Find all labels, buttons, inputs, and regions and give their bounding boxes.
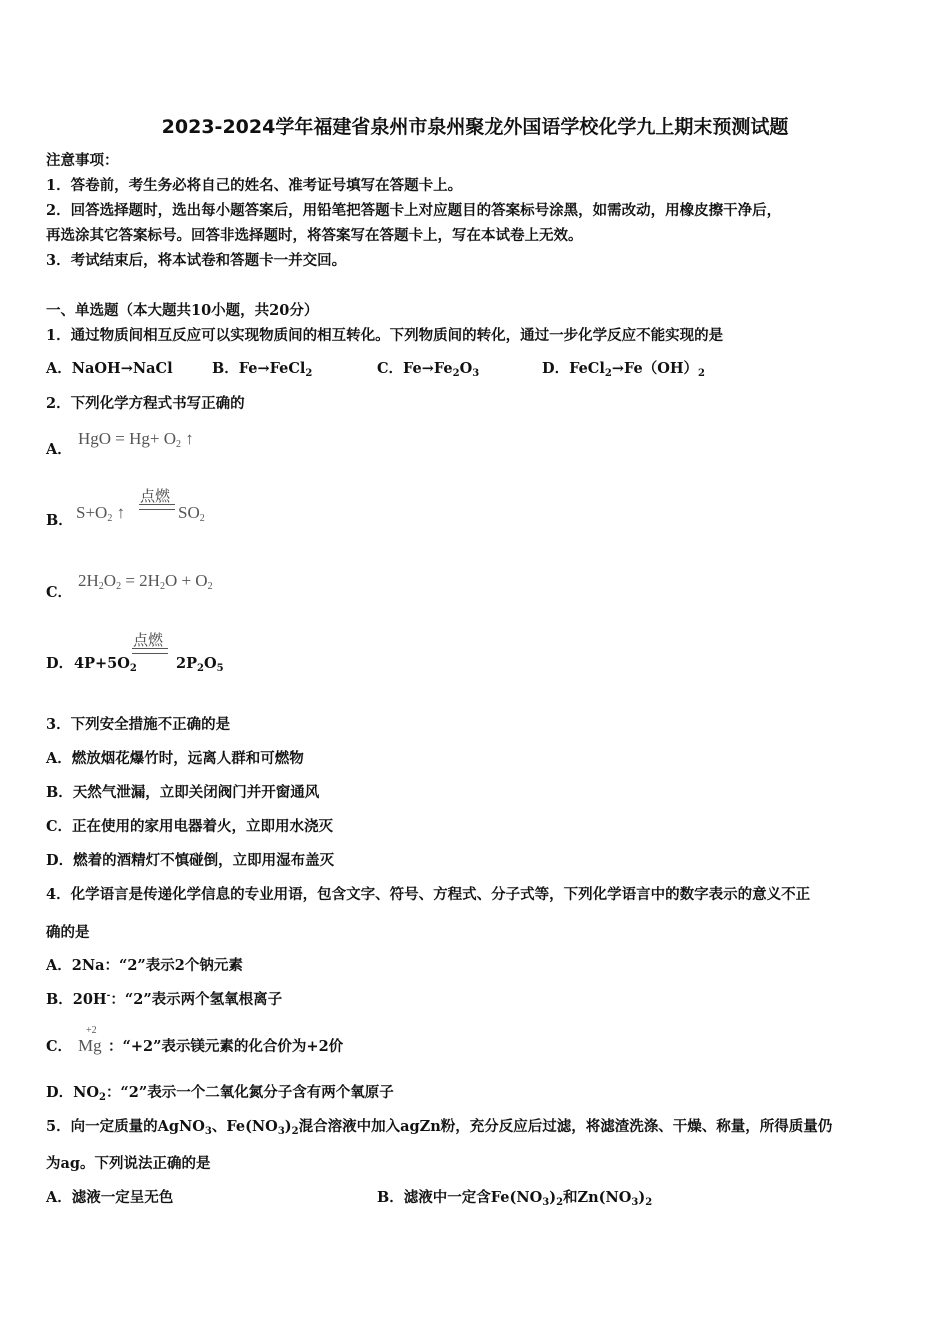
q2-option-c-label: C． bbox=[46, 584, 73, 601]
q3-option-d: D．燃着的酒精灯不慎碰倒，立即用湿布盖灭 bbox=[46, 852, 335, 869]
q4-option-c-text: ：“+2”表示镁元素的化合价为+2价 bbox=[108, 1038, 344, 1055]
q2-option-d-reactants: $4P+5O_2$ bbox=[74, 655, 137, 674]
notice-heading: 注意事项： bbox=[46, 152, 119, 169]
q4-option-b: B．20H-：“2”表示两个氢氧根离子 bbox=[46, 991, 283, 1008]
q3-option-a: A．燃放烟花爆竹时，远离人群和可燃物 bbox=[46, 750, 304, 767]
q4-stem-line2: 确的是 bbox=[46, 924, 90, 941]
q4-stem-line1: 4．化学语言是传递化学信息的专业用语，包含文字、符号、方程式、分子式等，下列化学语言中的数字表示的意义不正 bbox=[46, 886, 811, 903]
q3-option-c: C．正在使用的家用电器着火，立即用水浇灭 bbox=[46, 818, 334, 835]
notice-item-1: 1．答卷前，考生务必将自己的姓名、准考证号填写在答题卡上。 bbox=[46, 177, 463, 194]
q4-option-c-symbol: Mg bbox=[78, 1036, 102, 1055]
q1-option-a: A．NaOH→NaCl bbox=[46, 360, 173, 377]
q3-stem: 3．下列安全措施不正确的是 bbox=[46, 716, 231, 733]
q4-option-a: A．2Na：“2”表示2个钠元素 bbox=[46, 957, 243, 974]
q5-option-b: B．滤液中一定含$Fe(NO_3)_2$和$Zn(NO_3)_2$ bbox=[377, 1189, 653, 1208]
q4-option-d: D．$NO_2$：“2”表示一个二氧化氮分子含有两个氧原子 bbox=[46, 1084, 394, 1103]
q1-option-d: D．$FeCl_2\to Fe(OH)_2$ bbox=[542, 360, 706, 379]
notice-item-3: 3．考试结束后，将本试卷和答题卡一并交回。 bbox=[46, 252, 347, 269]
q1-option-c: C．$Fe\to Fe_2O_3$ bbox=[377, 360, 480, 379]
q5-option-a: A．滤液一定呈无色 bbox=[46, 1189, 174, 1206]
notice-item-2-cont: 再选涂其它答案标号。回答非选择题时，将答案写在答题卡上，写在本试卷上无效。 bbox=[46, 227, 583, 244]
q2-option-b-condition: 点燃 bbox=[140, 487, 171, 505]
q2-option-b-reactants: $S+O_2$ ↑ bbox=[76, 503, 126, 524]
q2-option-c-equation: $2H_2O_2 = 2H_2O + O_2$ bbox=[78, 571, 213, 592]
q4-option-c-label: C． bbox=[46, 1038, 73, 1055]
q2-option-b-equals bbox=[139, 504, 175, 510]
q3-option-b: B．天然气泄漏，立即关闭阀门并开窗通风 bbox=[46, 784, 320, 801]
page-title: 2023-2024学年福建省泉州市泉州聚龙外国语学校化学九上期末预测试题 bbox=[161, 116, 789, 138]
q2-option-b-product: $SO_2$ bbox=[178, 503, 205, 524]
q5-stem-line2: 为ag。下列说法正确的是 bbox=[46, 1155, 211, 1172]
q2-option-d-condition: 点燃 bbox=[133, 631, 164, 649]
q2-option-b-label: B． bbox=[46, 512, 73, 529]
q5-stem-line1: 5．向一定质量的AgNO$_3$、$Fe(NO_3)_2$混合溶液中加入agZn粉，充分反应后过滤，将滤渣洗涤、干燥、称量，所得质量仍 bbox=[46, 1118, 833, 1137]
q2-option-a-equation: HgO = $Hg+ O_2$ ↑ bbox=[78, 429, 194, 450]
q2-option-d-equals bbox=[132, 648, 168, 654]
q2-option-d-product: $2P_2O_5$ bbox=[176, 655, 224, 674]
section-heading: 一、单选题（本大题共10小题，共20分） bbox=[46, 302, 319, 319]
q4-option-c-valence: +2 bbox=[86, 1025, 97, 1036]
q2-stem: 2．下列化学方程式书写正确的 bbox=[46, 395, 245, 412]
q1-option-b: B．Fe→FeCl$_2$ bbox=[212, 360, 313, 379]
q1-stem: 1．通过物质间相互反应可以实现物质间的相互转化。下列物质间的转化，通过一步化学反应不能实现的是 bbox=[46, 327, 724, 344]
notice-item-2: 2．回答选择题时，选出每小题答案后，用铅笔把答题卡上对应题目的答案标号涂黑，如需改动，用橡皮擦干净后， bbox=[46, 202, 782, 219]
q2-option-a-label: A． bbox=[46, 441, 72, 458]
q2-option-d-label: D． bbox=[46, 655, 74, 672]
